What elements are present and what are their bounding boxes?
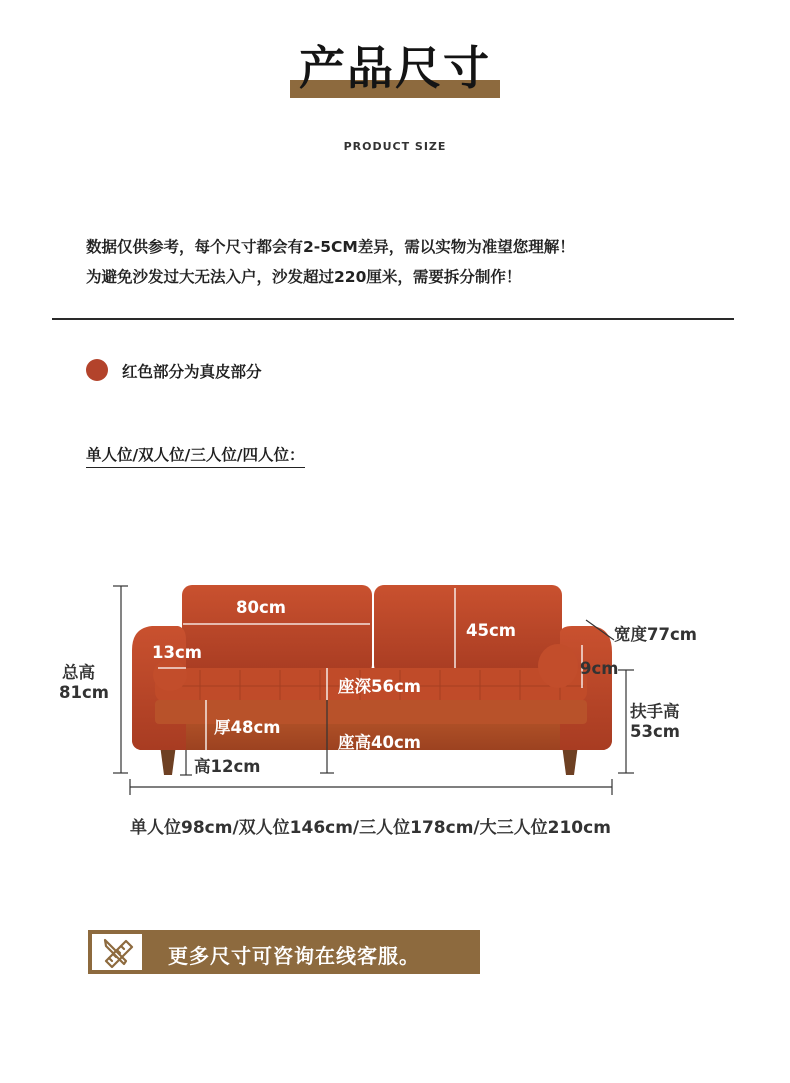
dim-armrest-height-label: 扶手高: [630, 702, 680, 721]
dim-armrest-width: 13cm: [152, 643, 202, 662]
dim-depth: 宽度77cm: [614, 625, 697, 644]
dim-seat-height: 座高40cm: [338, 733, 421, 752]
dim-total-height-value: 81cm: [59, 683, 109, 702]
dim-back-cushion-width: 80cm: [236, 598, 286, 617]
bolster-left: [153, 659, 187, 691]
dim-seat-thickness: 厚48cm: [214, 718, 281, 737]
dim-seat-depth: 座深56cm: [338, 677, 421, 696]
page-title: 产品尺寸: [299, 41, 491, 95]
dim-total-height-label: 总高: [62, 663, 95, 682]
seat-types-heading: 单人位/双人位/三人位/四人位：: [86, 443, 305, 468]
pencil-ruler-icon: [92, 934, 142, 970]
legend-label: 红色部分为真皮部分: [122, 363, 262, 381]
cta-icon-frame: [92, 934, 142, 970]
notice-line-2: 为避免沙发过大无法入户，沙发超过220厘米，需要拆分制作！: [86, 268, 522, 286]
consult-text: 更多尺寸可咨询在线客服。: [168, 944, 420, 968]
section-divider: [52, 318, 734, 320]
leather-legend-dot: [86, 359, 108, 381]
bolster-right: [538, 644, 578, 688]
dim-armrest-height-value: 53cm: [630, 722, 680, 741]
dim-bolster: 9cm: [580, 659, 619, 678]
dim-widths: 单人位98cm/双人位146cm/三人位178cm/大三人位210cm: [130, 818, 611, 838]
page-subtitle: PRODUCT SIZE: [343, 140, 447, 153]
notice-line-1: 数据仅供参考，每个尺寸都会有2-5CM差异，需以实物为准望您理解！: [86, 238, 575, 256]
dim-back-cushion-height: 45cm: [466, 621, 516, 640]
dim-leg-height: 高12cm: [194, 757, 261, 776]
